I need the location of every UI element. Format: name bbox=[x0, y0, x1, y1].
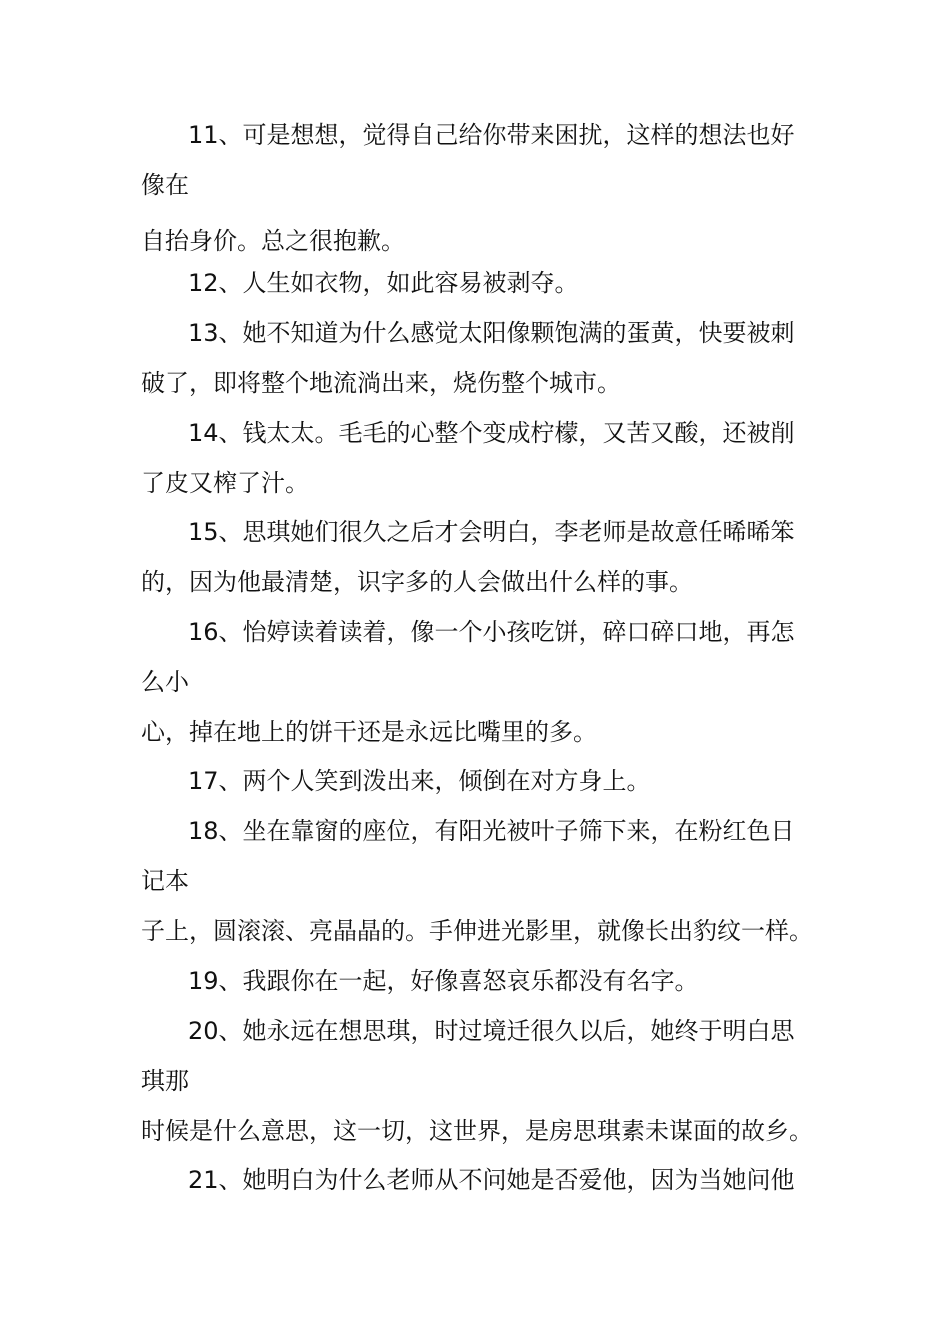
paragraph-20-line-1: 20、她永远在想思琪，时过境迁很久以后，她终于明白思 bbox=[188, 1017, 795, 1045]
paragraph-17-line-1: 17、两个人笑到泼出来，倾倒在对方身上。 bbox=[188, 767, 651, 795]
paragraph-12-line-1: 12、人生如衣物，如此容易被剥夺。 bbox=[188, 269, 579, 297]
paragraph-18-line-3: 子上，圆滚滚、亮晶晶的。手伸进光影里，就像长出豹纹一样。 bbox=[141, 917, 813, 945]
paragraph-13-line-2: 破了，即将整个地流淌出来，烧伤整个城市。 bbox=[141, 369, 621, 397]
paragraph-21-line-1: 21、她明白为什么老师从不问她是否爱他，因为当她问他 bbox=[188, 1166, 795, 1194]
paragraph-18-line-1: 18、坐在靠窗的座位，有阳光被叶子筛下来，在粉红色日 bbox=[188, 817, 795, 845]
paragraph-11-line-1: 11、可是想想，觉得自己给你带来困扰，这样的想法也好 bbox=[188, 121, 795, 149]
paragraph-13-line-1: 13、她不知道为什么感觉太阳像颗饱满的蛋黄，快要被刺 bbox=[188, 319, 795, 347]
paragraph-19-line-1: 19、我跟你在一起，好像喜怒哀乐都没有名字。 bbox=[188, 967, 699, 995]
paragraph-16-line-2: 么小 bbox=[141, 668, 189, 696]
paragraph-20-line-3: 时候是什么意思，这一切，这世界，是房思琪素未谋面的故乡。 bbox=[141, 1117, 813, 1145]
paragraph-16-line-3: 心，掉在地上的饼干还是永远比嘴里的多。 bbox=[141, 718, 597, 746]
paragraph-11-line-3: 自抬身价。总之很抱歉。 bbox=[141, 227, 405, 255]
paragraph-18-line-2: 记本 bbox=[141, 867, 189, 895]
paragraph-14-line-2: 了皮又榨了汁。 bbox=[141, 469, 309, 497]
paragraph-14-line-1: 14、钱太太。毛毛的心整个变成柠檬，又苦又酸，还被削 bbox=[188, 419, 795, 447]
paragraph-15-line-1: 15、思琪她们很久之后才会明白，李老师是故意任晞晞笨 bbox=[188, 518, 795, 546]
paragraph-20-line-2: 琪那 bbox=[141, 1067, 189, 1095]
paragraph-11-line-2: 像在 bbox=[141, 171, 189, 199]
paragraph-16-line-1: 16、怡婷读着读着，像一个小孩吃饼，碎口碎口地，再怎 bbox=[188, 618, 795, 646]
paragraph-15-line-2: 的，因为他最清楚，识字多的人会做出什么样的事。 bbox=[141, 568, 693, 596]
